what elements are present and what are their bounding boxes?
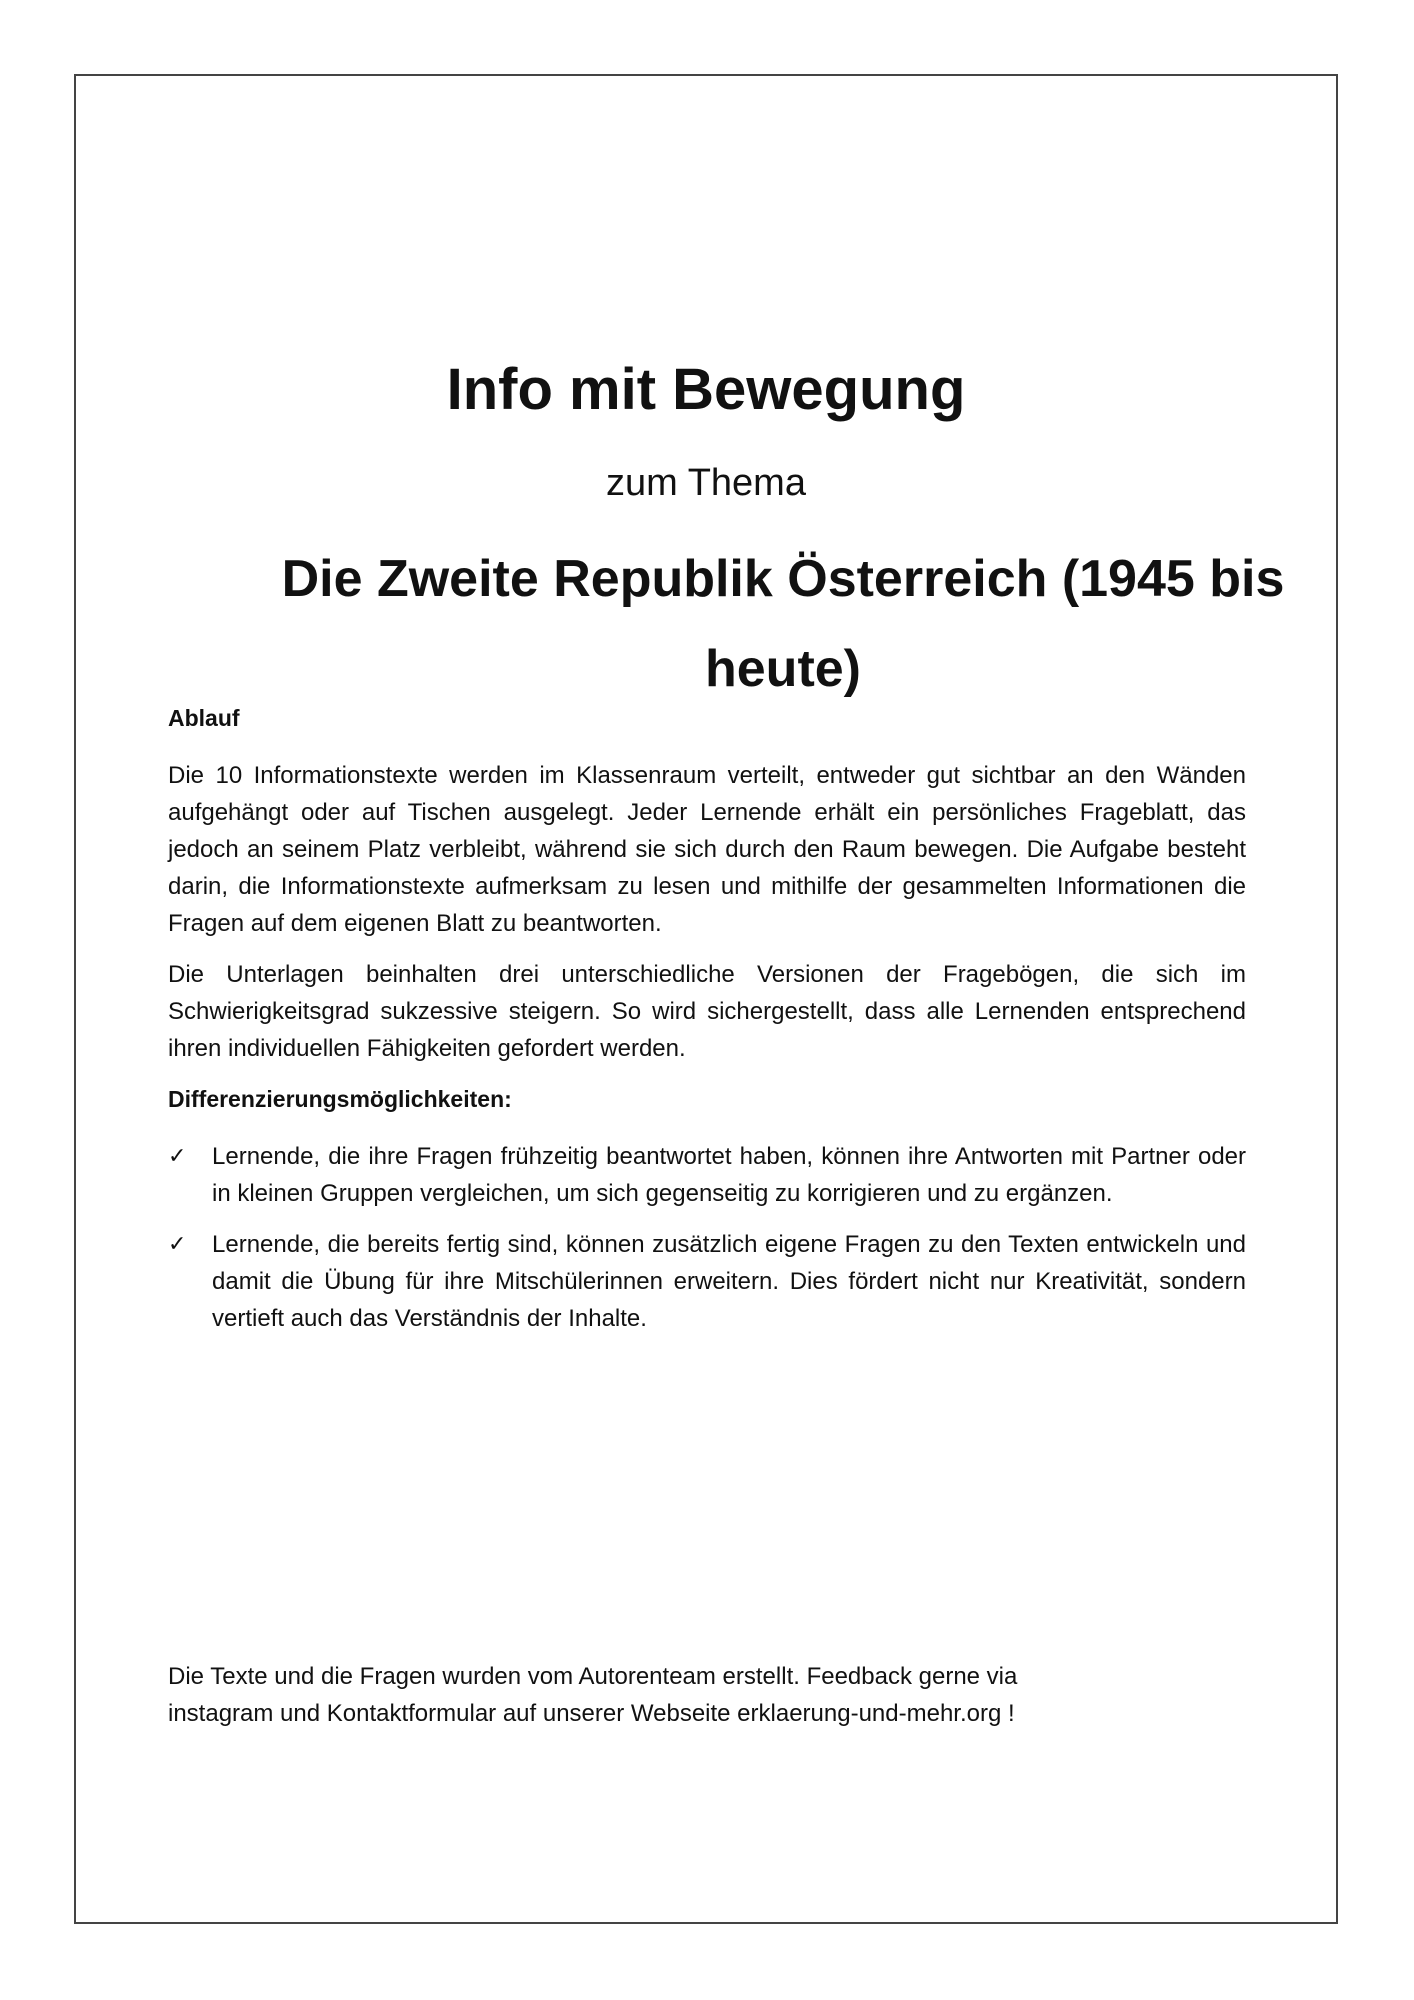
differenzierung-list [168,1138,1246,1337]
checkmark-icon: ✓ [168,1232,187,1257]
list-item-text: Lernende, die bereits fertig sind, können zusätzlich eigene Fragen zu den Texten entwickeln und damit die Übung für ihre Mitschülerinnen erweitern. Dies fördert nicht nur Kreativität, sondern vertieft auch das Verständnis der Inhalte. [212,1231,1246,1332]
list-item [168,1138,1246,1212]
footer-line-2: instagram und Kontaktformular auf unserer Webseite erklaerung-und-mehr.org ! [168,1700,1015,1727]
list-item [168,1226,1246,1337]
main-content [168,700,1246,1351]
ablauf-paragraph-2: Die Unterlagen beinhalten drei unterschiedliche Versionen der Fragebögen, die sich im Schwierigkeitsgrad sukzessive steigern. So wird sichergestellt, dass alle Lernenden entsprechend ihren individuellen Fähigkeiten gefordert werden. [168,961,1246,1062]
footer-line-1: Die Texte und die Fragen wurden vom Autorenteam erstellt. Feedback gerne via [168,1663,1018,1690]
document-subtitle: zum Thema [606,462,806,504]
footer-note [168,1658,1246,1732]
document-topic: Die Zweite Republik Österreich (1945 bis heute) [281,550,1285,698]
ablauf-paragraph-1: Die 10 Informationstexte werden im Klassenraum verteilt, entweder gut sichtbar an den Wänden aufgehängt oder auf Tischen ausgelegt. Jeder Lernende erhält ein persönliches Frageblatt, das jedoch an seinem Platz verbleibt, während sie sich durch den Raum bewegen. Die Aufgabe besteht darin, die Informationstexte aufmerksam zu lesen und mithilfe der gesammelten Informationen die Fragen auf dem eigenen Blatt zu beantworten. [168,762,1246,937]
list-item-text: Lernende, die ihre Fragen frühzeitig beantwortet haben, können ihre Antworten mit Partner oder in kleinen Gruppen vergleichen, um sich gegenseitig zu korrigieren und zu ergänzen. [212,1143,1246,1207]
checkmark-icon: ✓ [168,1144,187,1169]
document-title: Info mit Bewegung [446,357,966,422]
ablauf-heading: Ablauf [168,705,240,731]
differenzierung-heading: Differenzierungsmöglichkeiten: [168,1086,512,1112]
